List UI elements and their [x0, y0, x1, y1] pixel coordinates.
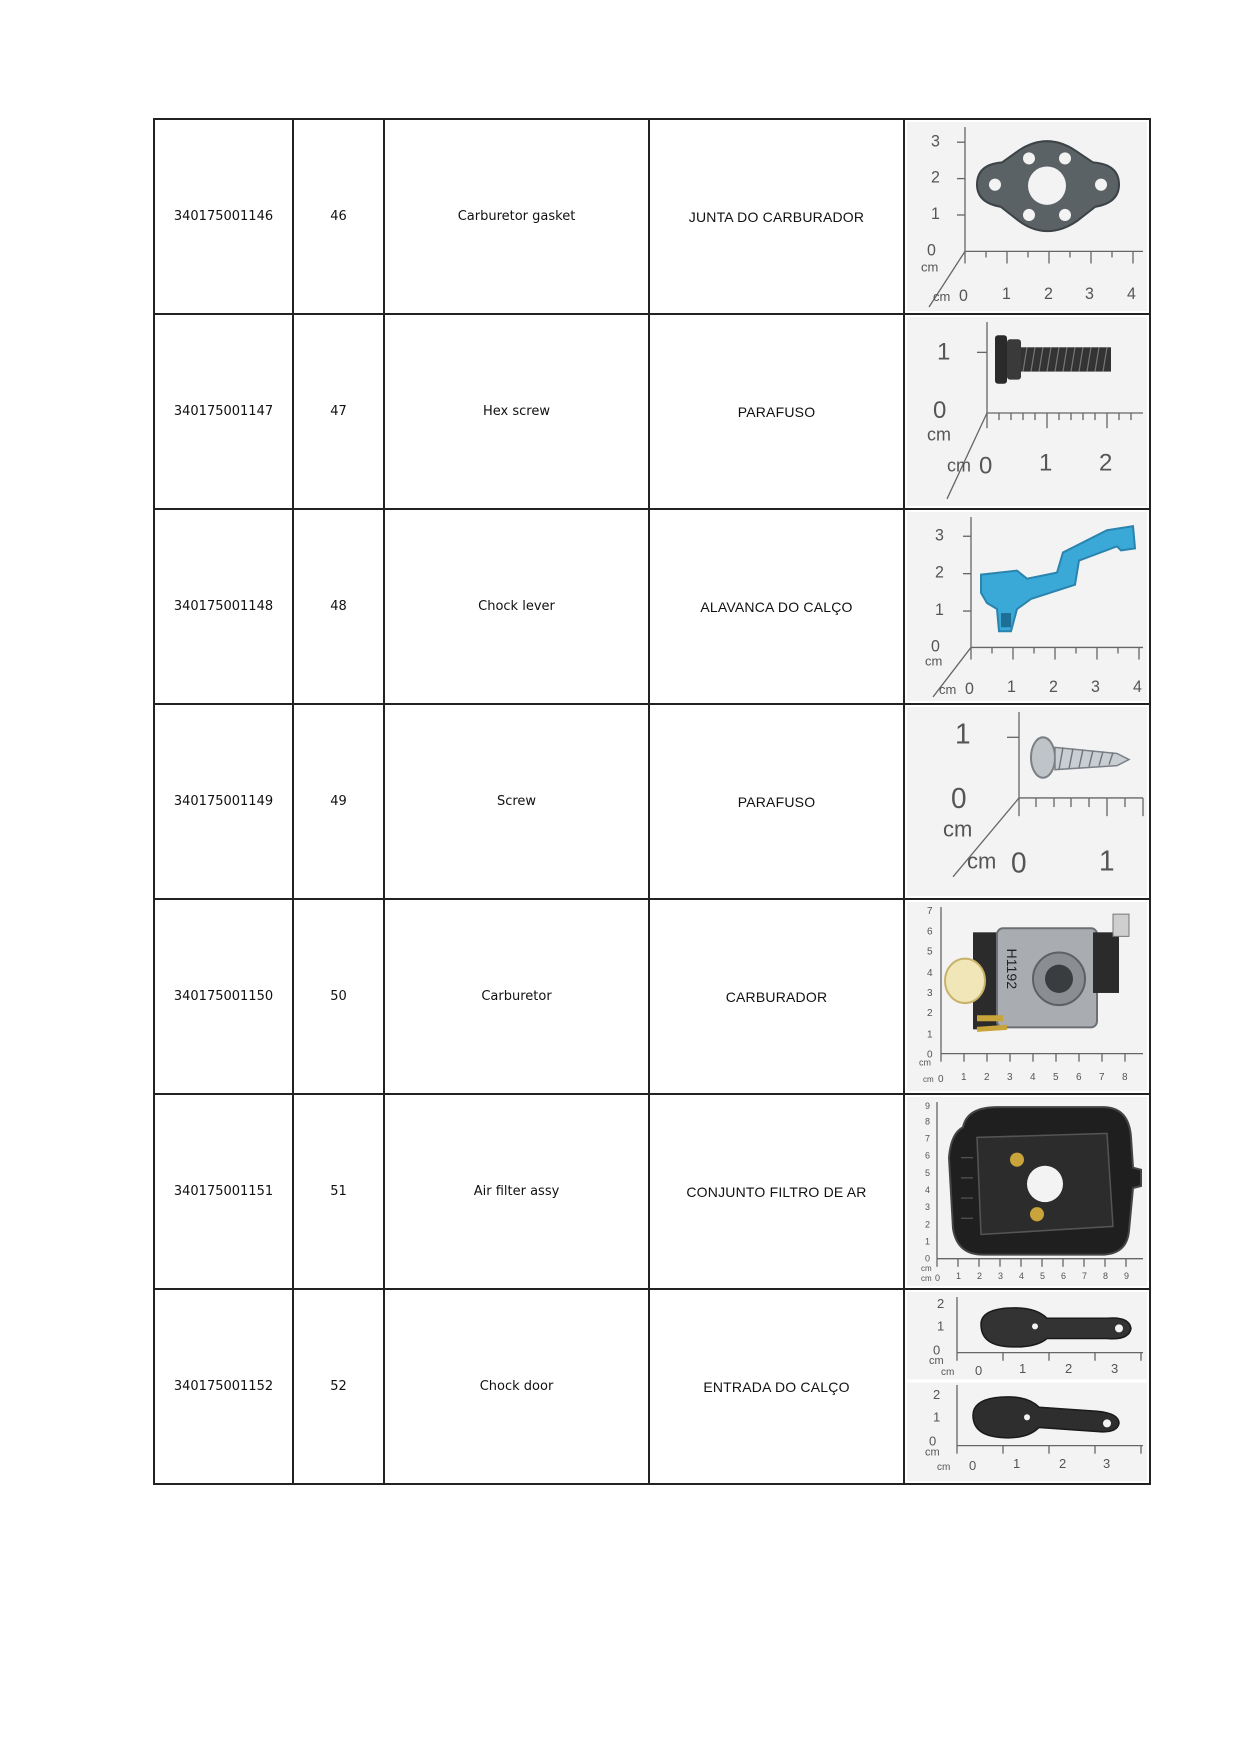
ruler-label: 1: [933, 1409, 941, 1425]
table-row: [154, 119, 1150, 314]
ruler-label: 5: [1040, 1270, 1046, 1281]
ruler-label: 4: [927, 967, 933, 979]
part-name-pt: JUNTA DO CARBURADOR: [649, 119, 904, 314]
ruler-label: 0: [925, 1253, 931, 1264]
part-name-pt: PARAFUSO: [649, 704, 904, 899]
ruler-unit: cm: [925, 1446, 940, 1459]
ruler-unit: cm: [941, 1366, 955, 1378]
part-name-pt: CARBURADOR: [649, 899, 904, 1094]
ruler-label: 0: [933, 1342, 941, 1358]
ruler-label: 1: [955, 718, 971, 750]
table-row: [154, 1094, 1150, 1289]
part-photo-air-filter: [904, 1094, 1150, 1289]
ruler-unit: cm: [967, 848, 997, 874]
ruler-label: 9: [1124, 1270, 1130, 1281]
ruler-label: 3: [1111, 1360, 1119, 1376]
ruler-label: 1: [961, 1071, 967, 1083]
ruler-unit: cm: [921, 259, 939, 275]
ruler-label: 1: [956, 1270, 962, 1281]
ruler-label: 8: [925, 1116, 931, 1127]
air-filter-icon: [949, 1107, 1141, 1255]
part-code: 340175001151: [154, 1094, 293, 1289]
ruler-label: 0: [938, 1073, 944, 1085]
ruler-label: 0: [931, 637, 940, 656]
ruler-label: 7: [1082, 1270, 1088, 1281]
ruler-label: 2: [1065, 1360, 1073, 1376]
part-name-pt: CONJUNTO FILTRO DE AR: [649, 1094, 904, 1289]
part-photo-carburetor-gasket: [904, 119, 1150, 314]
ruler-label: 3: [925, 1202, 931, 1213]
position-number: 51: [293, 1094, 384, 1289]
ruler-label: 2: [1059, 1455, 1067, 1471]
ruler-unit: cm: [939, 681, 957, 697]
part-name-en: Carburetor gasket: [384, 119, 649, 314]
ruler-label: 2: [927, 1008, 933, 1020]
ruler-unit: cm: [947, 455, 971, 476]
part-name-en: Screw: [384, 704, 649, 899]
ruler-label: 1: [937, 338, 951, 366]
ruler-unit: cm: [927, 424, 951, 445]
ruler-label: 5: [1053, 1071, 1059, 1083]
ruler-label: 0: [1011, 847, 1027, 879]
ruler-label: 0: [927, 241, 936, 260]
ruler-label: 1: [1099, 845, 1115, 877]
ruler-label: 3: [1007, 1071, 1013, 1083]
part-photo-screw: [904, 704, 1150, 899]
part-code: 340175001147: [154, 314, 293, 509]
ruler-label: 3: [935, 526, 944, 545]
ruler-label: 2: [935, 563, 944, 582]
part-code: 340175001148: [154, 509, 293, 704]
ruler-label: 0: [927, 1049, 933, 1061]
part-name-en: Air filter assy: [384, 1094, 649, 1289]
table-row: [154, 1289, 1150, 1484]
carburetor-icon: [945, 914, 1129, 1029]
ruler-label: 3: [931, 132, 940, 151]
ruler-label: 3: [1091, 677, 1100, 696]
parts-table: [153, 118, 1151, 1485]
ruler-label: 6: [1061, 1270, 1067, 1281]
ruler-label: 0: [959, 286, 968, 305]
ruler-label: 0: [929, 1433, 937, 1449]
gasket-icon: [977, 141, 1119, 231]
ruler-unit: cm: [923, 1074, 934, 1084]
ruler-label: 3: [1103, 1455, 1111, 1471]
ruler-label: 2: [977, 1270, 983, 1281]
part-name-pt: ENTRADA DO CALÇO: [649, 1289, 904, 1484]
part-name-pt: PARAFUSO: [649, 314, 904, 509]
ruler-label: 5: [927, 946, 933, 958]
ruler-label: 6: [927, 926, 933, 938]
ruler-label: 4: [925, 1184, 931, 1196]
position-number: 47: [293, 314, 384, 509]
ruler-label: 0: [975, 1362, 983, 1378]
ruler-label: 2: [937, 1296, 945, 1312]
chock-door-icon: [981, 1308, 1131, 1347]
ruler-label: 0: [933, 396, 947, 425]
position-number: 49: [293, 704, 384, 899]
ruler-label: 1: [935, 601, 944, 620]
ruler-label: 2: [1049, 677, 1058, 696]
screw-icon: [1031, 737, 1129, 777]
ruler-label: 2: [933, 1387, 941, 1403]
part-name-pt: ALAVANCA DO CALÇO: [649, 509, 904, 704]
ruler-label: 9: [925, 1101, 931, 1112]
ruler-label: 0: [979, 452, 993, 480]
ruler-unit: cm: [921, 1263, 932, 1273]
ruler-label: 8: [1122, 1071, 1128, 1083]
ruler-unit: cm: [925, 653, 943, 669]
part-name-en: Chock lever: [384, 509, 649, 704]
part-name-en: Chock door: [384, 1289, 649, 1484]
ruler-label: 1: [925, 1236, 931, 1247]
part-photo-chock-door: [904, 1289, 1150, 1484]
ruler-label: 4: [1127, 284, 1136, 303]
ruler-label: 7: [927, 906, 933, 918]
ruler-label: 3: [998, 1270, 1004, 1281]
ruler-label: 2: [1044, 284, 1053, 303]
ruler-unit: cm: [937, 1461, 951, 1473]
ruler-unit: cm: [919, 1057, 931, 1068]
part-name-en: Hex screw: [384, 314, 649, 509]
lever-icon: [981, 526, 1135, 631]
ruler-label: 3: [927, 987, 933, 1000]
ruler-label: 5: [925, 1167, 931, 1178]
ruler-label: 6: [1076, 1071, 1082, 1083]
table-row: [154, 704, 1150, 899]
position-number: 48: [293, 509, 384, 704]
ruler-label: 1: [1007, 677, 1016, 696]
ruler-label: 0: [969, 1457, 977, 1473]
ruler-unit: cm: [921, 1273, 932, 1283]
ruler-label: 1: [927, 1029, 933, 1041]
ruler-label: 2: [925, 1219, 931, 1230]
ruler-label: 1: [931, 204, 940, 224]
ruler-label: 6: [925, 1150, 931, 1161]
part-code: 340175001150: [154, 899, 293, 1094]
ruler-label: 2: [984, 1071, 990, 1083]
position-number: 52: [293, 1289, 384, 1484]
ruler-label: 7: [1099, 1071, 1105, 1083]
part-code: 340175001149: [154, 704, 293, 899]
ruler-label: 4: [1133, 677, 1142, 696]
ruler-unit: cm: [929, 1354, 944, 1367]
part-photo-chock-lever: [904, 509, 1150, 704]
ruler-unit: cm: [933, 288, 951, 304]
part-code: 340175001146: [154, 119, 293, 314]
part-code: 340175001152: [154, 1289, 293, 1484]
ruler-label: 2: [1099, 449, 1113, 477]
part-stamp: H1192: [1004, 948, 1020, 990]
ruler-label: 8: [1103, 1270, 1109, 1281]
ruler-label: 2: [931, 168, 940, 187]
ruler-label: 1: [1002, 284, 1011, 303]
hex-screw-icon: [995, 335, 1111, 384]
part-photo-hex-screw: [904, 314, 1150, 509]
ruler-label: 1: [1019, 1360, 1027, 1376]
ruler-label: 0: [965, 679, 974, 698]
ruler-label: 0: [935, 1272, 941, 1283]
ruler-label: 1: [937, 1318, 945, 1334]
part-photo-carburetor: [904, 899, 1150, 1094]
ruler-label: 4: [1019, 1270, 1025, 1281]
position-number: 50: [293, 899, 384, 1094]
ruler-label: 1: [1013, 1455, 1021, 1471]
table-row: [154, 509, 1150, 704]
ruler-label: 3: [1085, 284, 1094, 303]
ruler-label: 4: [1030, 1071, 1036, 1083]
ruler-label: 1: [1039, 449, 1053, 477]
table-row: [154, 899, 1150, 1094]
position-number: 46: [293, 119, 384, 314]
ruler-label: 0: [951, 782, 967, 815]
part-name-en: Carburetor: [384, 899, 649, 1094]
table-row: [154, 314, 1150, 509]
ruler-label: 7: [925, 1133, 931, 1144]
chock-door-icon: [973, 1397, 1119, 1438]
ruler-unit: cm: [943, 816, 973, 842]
